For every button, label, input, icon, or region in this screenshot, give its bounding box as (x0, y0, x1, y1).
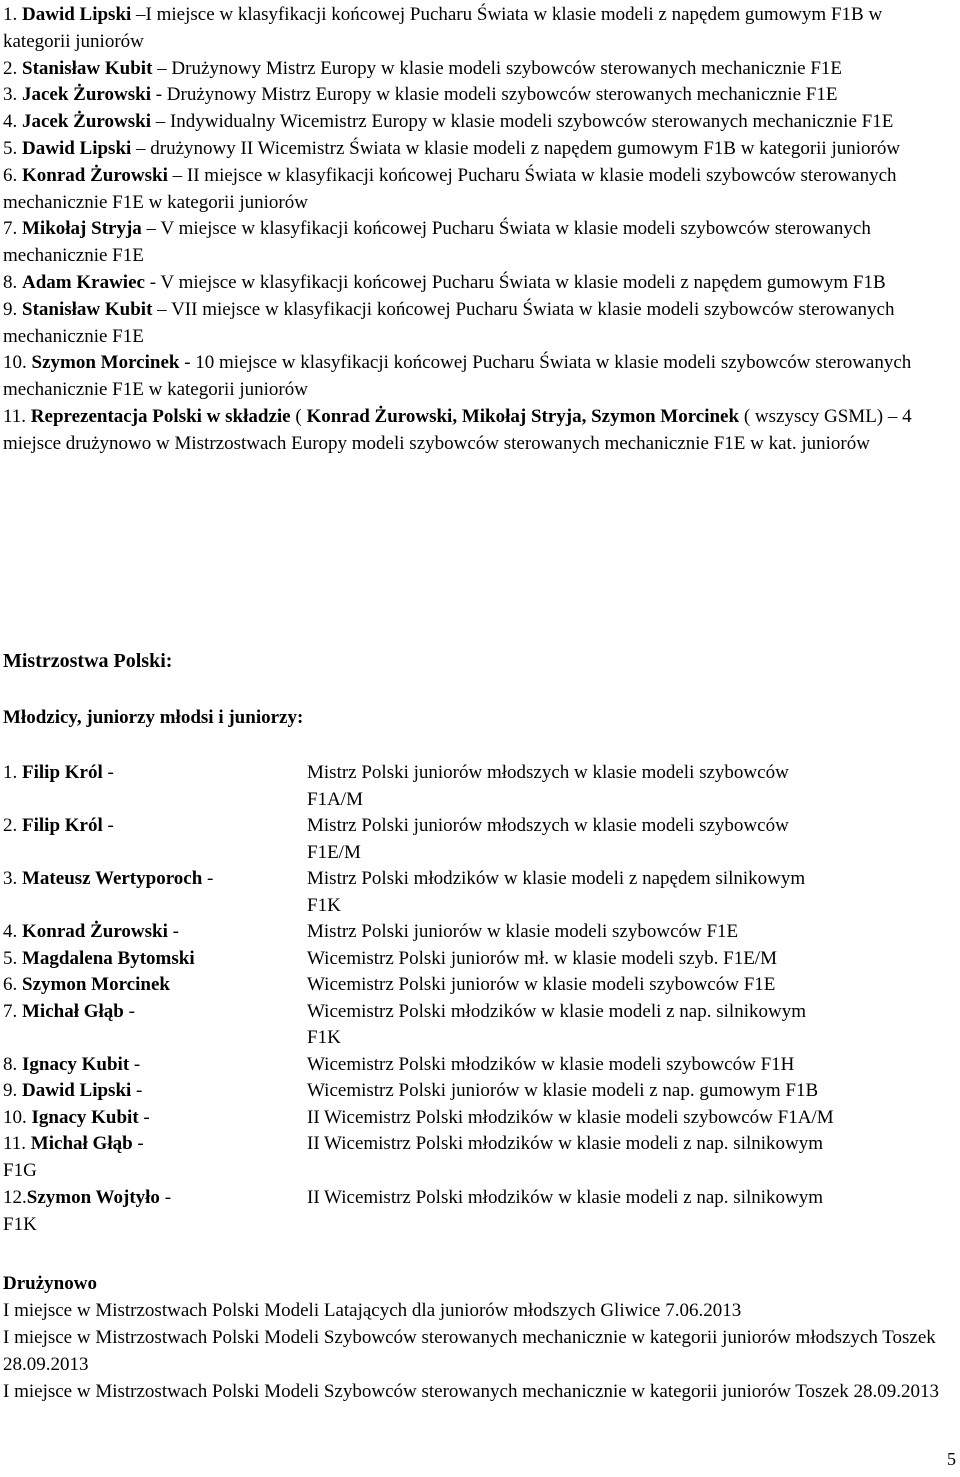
result-row: 2. Filip Król - Mistrz Polski juniorów młodszych w klasie modeli szybowców F1E/M (3, 813, 958, 866)
result-row: 10. Ignacy Kubit - II Wicemistrz Polski młodzików w klasie modeli szybowców F1A/M (3, 1105, 958, 1132)
achievement-name: Szymon Morcinek (31, 352, 180, 374)
achievement-item: 2. Stanisław Kubit – Drużynowy Mistrz Europy w klasie modeli szybowców sterowanych mechanicznie F1E (3, 57, 843, 79)
result-desc: Wicemistrz Polski młodzików w klasie modeli z nap. silnikowym (307, 1000, 806, 1022)
team-result-line: I miejsce w Mistrzostwach Polski Modeli Szybowców sterowanych mechanicznie w kategorii juniorów młodszych Toszek 28.09.2013 (3, 1327, 936, 1375)
achievement-item: 9. Stanisław Kubit – VII miejsce w klasyfikacji końcowej Pucharu Świata w klasie modeli szybowców sterowanych mechanicznie F1E (3, 298, 895, 347)
result-name: Mateusz Wertyporoch (22, 868, 203, 889)
achievement-name: Stanisław Kubit (22, 298, 153, 320)
result-class: F1K (3, 1213, 37, 1235)
result-desc: Wicemistrz Polski młodzików w klasie modeli szybowców F1H (307, 1053, 795, 1075)
results-list (3, 760, 958, 1238)
achievement-item: 5. Dawid Lipski – drużynowy II Wicemistrz Świata w klasie modeli z napędem gumowym F1B w kategorii juniorów (3, 137, 901, 159)
achievement-item-team: 11. Reprezentacja Polski w składzie ( Konrad Żurowski, Mikołaj Stryja, Szymon Morcinek ( wszyscy GSML) – 4 miejsce drużynowo w Mistrzostwach Europy modeli szybowców sterowanych mechanicznie F1E w kat. juniorów (3, 405, 912, 454)
achievements-list (3, 2, 953, 458)
achievement-item: 6. Konrad Żurowski – II miejsce w klasyfikacji końcowej Pucharu Świata w klasie modeli szybowców sterowanych mechanicznie F1E w kategorii juniorów (3, 164, 897, 213)
team-result-line: I miejsce w Mistrzostwach Polski Modeli Szybowców sterowanych mechanicznie w kategorii juniorów Toszek 28.09.2013 (3, 1381, 939, 1402)
result-row: 4. Konrad Żurowski - Mistrz Polski juniorów w klasie modeli szybowców F1E (3, 919, 958, 946)
achievement-item: 4. Jacek Żurowski – Indywidualny Wicemistrz Europy w klasie modeli szybowców sterowanych mechanicznie F1E (3, 111, 894, 133)
team-result-line: I miejsce w Mistrzostwach Polski Modeli Latających dla juniorów młodszych Gliwice 7.06.2013 (3, 1300, 742, 1321)
team-members: Konrad Żurowski, Mikołaj Stryja, Szymon Morcinek (306, 405, 740, 427)
team-name: Reprezentacja Polski w składzie (30, 405, 291, 427)
result-desc: Wicemistrz Polski juniorów w klasie modeli z nap. gumowym F1B (307, 1080, 819, 1101)
result-desc: Mistrz Polski juniorów młodszych w klasie modeli szybowców (307, 762, 789, 783)
achievement-name: Adam Krawiec (22, 271, 145, 293)
result-row: 12.Szymon Wojtyło - II Wicemistrz Polski młodzików w klasie modeli z nap. silnikowym F1K (3, 1185, 958, 1238)
section-heading-categories: Młodzicy, juniorzy młodsi i juniorzy: (3, 707, 304, 728)
achievement-name: Jacek Żurowski (22, 84, 151, 106)
result-row: 6. Szymon Morcinek Wicemistrz Polski juniorów w klasie modeli szybowców F1E (3, 972, 958, 999)
result-desc: Mistrz Polski młodzików w klasie modeli z napędem silnikowym (307, 868, 806, 889)
result-class: F1G (3, 1159, 37, 1181)
result-row: 1. Filip Król - Mistrz Polski juniorów młodszych w klasie modeli szybowców F1A/M (3, 760, 958, 813)
result-name: Filip Król (22, 762, 103, 783)
result-row: 7. Michał Głąb - Wicemistrz Polski młodzików w klasie modeli z nap. silnikowym F1K (3, 999, 958, 1052)
result-name: Ignacy Kubit (31, 1106, 139, 1128)
result-row: 3. Mateusz Wertyporoch - Mistrz Polski młodzików w klasie modeli z napędem silnikowym F1K (3, 866, 958, 919)
result-desc: II Wicemistrz Polski młodzików w klasie modeli szybowców F1A/M (307, 1106, 834, 1128)
result-desc: II Wicemistrz Polski młodzików w klasie modeli z nap. silnikowym (307, 1133, 824, 1154)
result-name: Szymon Wojtyło (26, 1187, 160, 1208)
achievement-name: Stanisław Kubit (22, 57, 153, 79)
result-desc: Mistrz Polski juniorów młodszych w klasie modeli szybowców (307, 815, 789, 836)
achievement-item: 10. Szymon Morcinek - 10 miejsce w klasyfikacji końcowej Pucharu Świata w klasie modeli szybowców sterowanych mechanicznie F1E w kategorii juniorów (3, 352, 912, 401)
result-name: Ignacy Kubit (22, 1053, 130, 1075)
result-name: Dawid Lipski (22, 1080, 132, 1101)
achievement-name: Dawid Lipski (22, 4, 132, 25)
result-name: Konrad Żurowski (22, 921, 168, 942)
result-name: Michał Głąb (30, 1133, 133, 1154)
section-heading-championships: Mistrzostwa Polski: (3, 650, 173, 672)
team-heading: Drużynowo (3, 1273, 97, 1294)
achievement-item: 1. Dawid Lipski –I miejsce w klasyfikacji końcowej Pucharu Świata w klasie modeli z napędem gumowym F1B w kategorii juniorów (3, 4, 883, 52)
result-name: Magdalena Bytomski (22, 947, 195, 969)
result-name: Szymon Morcinek (22, 974, 170, 995)
result-desc: Wicemistrz Polski juniorów mł. w klasie modeli szyb. F1E/M (307, 947, 777, 969)
result-desc: Wicemistrz Polski juniorów w klasie modeli szybowców F1E (307, 974, 776, 995)
page-number: 5 (947, 1449, 956, 1469)
achievement-item: 8. Adam Krawiec - V miejsce w klasyfikacji końcowej Pucharu Świata w klasie modeli z napędem gumowym F1B (3, 271, 886, 293)
result-row: 9. Dawid Lipski - Wicemistrz Polski juniorów w klasie modeli z nap. gumowym F1B (3, 1078, 958, 1105)
team-results (3, 1270, 953, 1405)
achievement-name: Dawid Lipski (22, 137, 132, 159)
achievement-item: 7. Mikołaj Stryja – V miejsce w klasyfikacji końcowej Pucharu Świata w klasie modeli szybowców sterowanych mechanicznie F1E (3, 218, 871, 267)
achievement-item: 3. Jacek Żurowski - Drużynowy Mistrz Europy w klasie modeli szybowców sterowanych mechanicznie F1E (3, 84, 838, 106)
result-row: 8. Ignacy Kubit - Wicemistrz Polski młodzików w klasie modeli szybowców F1H (3, 1052, 958, 1079)
result-row: 5. Magdalena Bytomski Wicemistrz Polski juniorów mł. w klasie modeli szyb. F1E/M (3, 946, 958, 973)
achievement-name: Jacek Żurowski (22, 111, 151, 133)
result-desc: Mistrz Polski juniorów w klasie modeli szybowców F1E (307, 921, 739, 942)
result-row: 11. Michał Głąb - II Wicemistrz Polski młodzików w klasie modeli z nap. silnikowym F1G (3, 1131, 958, 1184)
achievement-name: Konrad Żurowski (22, 164, 168, 186)
result-name: Michał Głąb (22, 1000, 124, 1022)
result-name: Filip Król (22, 815, 103, 836)
achievement-name: Mikołaj Stryja (22, 218, 142, 240)
result-desc: II Wicemistrz Polski młodzików w klasie modeli z nap. silnikowym (307, 1187, 824, 1208)
